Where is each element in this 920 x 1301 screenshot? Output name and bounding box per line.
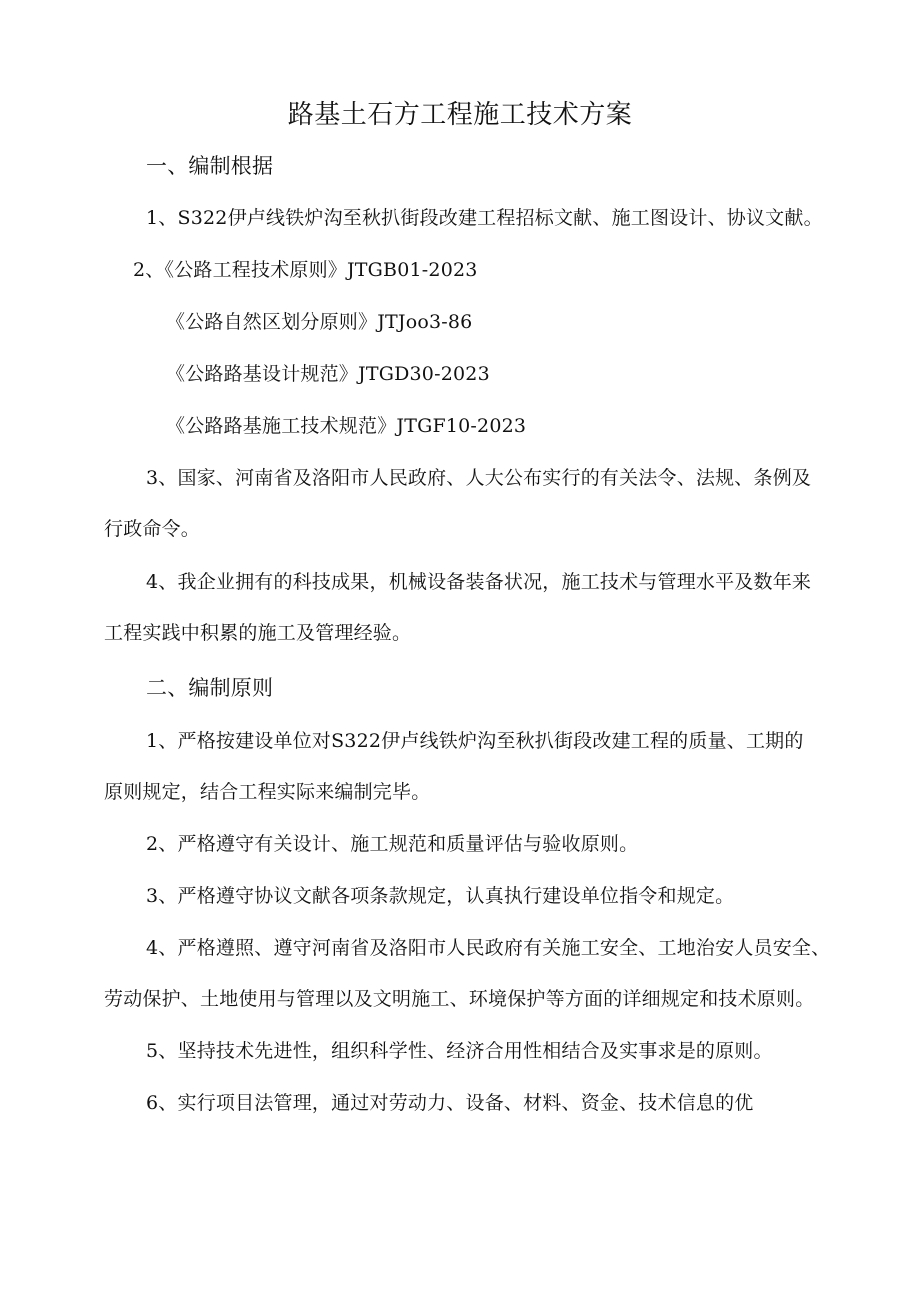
principle-item-1-line-1: 1、严格按建设单位对S322伊卢线铁炉沟至秋扒街段改建工程的质量、工期的 (146, 730, 804, 752)
principle-item-5: 5、坚持技术先进性，组织科学性、经济合用性相结合及实事求是的原则。 (146, 1040, 773, 1062)
section-heading-basis: 一、编制根据 (146, 154, 274, 178)
principle-item-4-line-1: 4、严格遵照、遵守河南省及洛阳市人民政府有关施工安全、工地治安人员安全、 (146, 937, 831, 959)
basis-item-4-line-1: 4、我企业拥有的科技成果，机械设备装备状况，施工技术与管理水平及数年来 (146, 571, 812, 593)
basis-item-3-line-2: 行政命令。 (104, 518, 201, 540)
basis-item-2-sub-3: 《公路路基施工技术规范》JTGF10-2023 (166, 415, 527, 437)
principle-item-2: 2、严格遵守有关设计、施工规范和质量评估与验收原则。 (146, 833, 639, 855)
basis-item-2: 2、《公路工程技术原则》JTGB01-2023 (133, 259, 478, 281)
principle-item-1-line-2: 原则规定，结合工程实际来编制完毕。 (104, 781, 431, 803)
basis-item-4-line-2: 工程实践中积累的施工及管理经验。 (104, 622, 412, 644)
principle-item-4-line-2: 劳动保护、土地使用与管理以及文明施工、环境保护等方面的详细规定和技术原则。 (104, 988, 815, 1010)
basis-item-2-sub-2: 《公路路基设计规范》JTGD30-2023 (166, 363, 490, 385)
section-heading-principles: 二、编制原则 (146, 676, 274, 700)
basis-item-3-line-1: 3、国家、河南省及洛阳市人民政府、人大公布实行的有关法令、法规、条例及 (146, 467, 812, 489)
document-title: 路基土石方工程施工技术方案 (287, 100, 633, 130)
principle-item-6: 6、实行项目法管理，通过对劳动力、设备、材料、资金、技术信息的优 (146, 1092, 754, 1114)
principle-item-3: 3、严格遵守协议文献各项条款规定，认真执行建设单位指令和规定。 (146, 885, 735, 907)
basis-item-1: 1、S322伊卢线铁炉沟至秋扒街段改建工程招标文献、施工图设计、协议文献。 (146, 207, 823, 229)
basis-item-2-sub-1: 《公路自然区划分原则》JTJoo3-86 (166, 311, 473, 333)
